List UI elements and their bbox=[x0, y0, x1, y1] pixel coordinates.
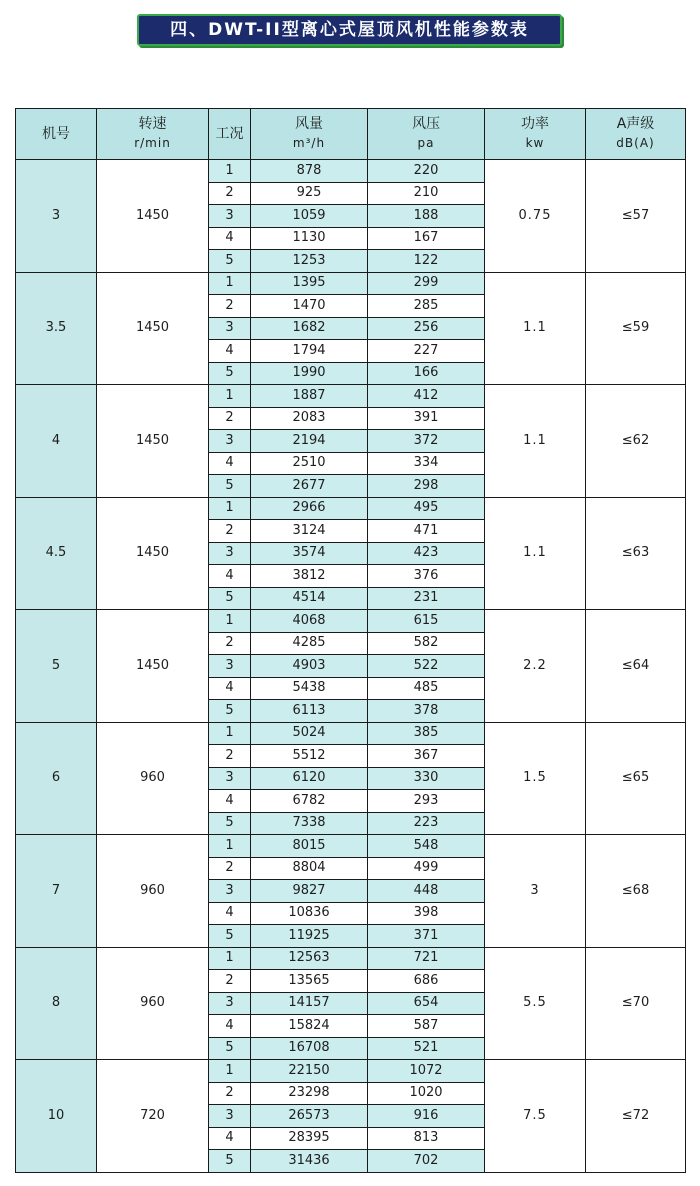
power-cell: 3 bbox=[485, 835, 586, 948]
airflow-cell: 4068 bbox=[251, 610, 368, 633]
speed-cell: 960 bbox=[97, 947, 209, 1060]
pressure-cell: 293 bbox=[368, 790, 485, 813]
condition-cell: 1 bbox=[209, 722, 251, 745]
airflow-cell: 1395 bbox=[251, 272, 368, 295]
power-cell: 2.2 bbox=[485, 610, 586, 723]
header-condition: 工况 bbox=[209, 109, 251, 160]
airflow-cell: 6120 bbox=[251, 767, 368, 790]
condition-cell: 4 bbox=[209, 677, 251, 700]
airflow-cell: 10836 bbox=[251, 902, 368, 925]
airflow-cell: 12563 bbox=[251, 947, 368, 970]
pressure-cell: 122 bbox=[368, 250, 485, 273]
pressure-cell: 615 bbox=[368, 610, 485, 633]
condition-cell: 5 bbox=[209, 812, 251, 835]
pressure-cell: 582 bbox=[368, 632, 485, 655]
condition-cell: 2 bbox=[209, 745, 251, 768]
noise-level-cell: ≤57 bbox=[586, 160, 686, 273]
condition-cell: 5 bbox=[209, 925, 251, 948]
airflow-cell: 4903 bbox=[251, 655, 368, 678]
table-row bbox=[16, 1060, 686, 1083]
pressure-cell: 385 bbox=[368, 722, 485, 745]
pressure-cell: 548 bbox=[368, 835, 485, 858]
airflow-cell: 26573 bbox=[251, 1105, 368, 1128]
condition-cell: 3 bbox=[209, 655, 251, 678]
airflow-cell: 6113 bbox=[251, 700, 368, 723]
condition-cell: 2 bbox=[209, 857, 251, 880]
airflow-cell: 31436 bbox=[251, 1150, 368, 1173]
airflow-cell: 1253 bbox=[251, 250, 368, 273]
pressure-cell: 521 bbox=[368, 1037, 485, 1060]
pressure-cell: 371 bbox=[368, 925, 485, 948]
pressure-cell: 654 bbox=[368, 992, 485, 1015]
airflow-cell: 2510 bbox=[251, 452, 368, 475]
pressure-cell: 1020 bbox=[368, 1082, 485, 1105]
pressure-cell: 210 bbox=[368, 182, 485, 205]
condition-cell: 5 bbox=[209, 475, 251, 498]
condition-cell: 5 bbox=[209, 1037, 251, 1060]
table-row bbox=[16, 160, 686, 183]
pressure-cell: 398 bbox=[368, 902, 485, 925]
pressure-cell: 376 bbox=[368, 565, 485, 588]
machine-number-cell: 5 bbox=[16, 610, 97, 723]
airflow-cell: 2966 bbox=[251, 497, 368, 520]
condition-cell: 1 bbox=[209, 610, 251, 633]
condition-cell: 5 bbox=[209, 250, 251, 273]
pressure-cell: 231 bbox=[368, 587, 485, 610]
pressure-cell: 391 bbox=[368, 407, 485, 430]
power-cell: 7.5 bbox=[485, 1060, 586, 1173]
noise-level-cell: ≤63 bbox=[586, 497, 686, 610]
pressure-cell: 686 bbox=[368, 970, 485, 993]
condition-cell: 5 bbox=[209, 587, 251, 610]
airflow-cell: 22150 bbox=[251, 1060, 368, 1083]
condition-cell: 3 bbox=[209, 992, 251, 1015]
airflow-cell: 15824 bbox=[251, 1015, 368, 1038]
condition-cell: 3 bbox=[209, 317, 251, 340]
header-flow: 风量 m³/h bbox=[251, 109, 368, 160]
airflow-cell: 3574 bbox=[251, 542, 368, 565]
airflow-cell: 3124 bbox=[251, 520, 368, 543]
pressure-cell: 188 bbox=[368, 205, 485, 228]
noise-level-cell: ≤68 bbox=[586, 835, 686, 948]
condition-cell: 4 bbox=[209, 1015, 251, 1038]
airflow-cell: 5512 bbox=[251, 745, 368, 768]
pressure-cell: 499 bbox=[368, 857, 485, 880]
condition-cell: 3 bbox=[209, 880, 251, 903]
table-body bbox=[16, 160, 686, 1173]
header-power: 功率 kw bbox=[485, 109, 586, 160]
machine-number-cell: 7 bbox=[16, 835, 97, 948]
pressure-cell: 372 bbox=[368, 430, 485, 453]
pressure-cell: 587 bbox=[368, 1015, 485, 1038]
speed-cell: 1450 bbox=[97, 497, 209, 610]
pressure-cell: 256 bbox=[368, 317, 485, 340]
condition-cell: 2 bbox=[209, 632, 251, 655]
condition-cell: 1 bbox=[209, 160, 251, 183]
pressure-cell: 299 bbox=[368, 272, 485, 295]
table-row bbox=[16, 722, 686, 745]
pressure-cell: 378 bbox=[368, 700, 485, 723]
airflow-cell: 8015 bbox=[251, 835, 368, 858]
airflow-cell: 1887 bbox=[251, 385, 368, 408]
pressure-cell: 298 bbox=[368, 475, 485, 498]
pressure-cell: 702 bbox=[368, 1150, 485, 1173]
performance-table bbox=[15, 108, 686, 1173]
power-cell: 0.75 bbox=[485, 160, 586, 273]
pressure-cell: 227 bbox=[368, 340, 485, 363]
pressure-cell: 330 bbox=[368, 767, 485, 790]
pressure-cell: 916 bbox=[368, 1105, 485, 1128]
speed-cell: 1450 bbox=[97, 272, 209, 385]
condition-cell: 1 bbox=[209, 1060, 251, 1083]
pressure-cell: 448 bbox=[368, 880, 485, 903]
airflow-cell: 13565 bbox=[251, 970, 368, 993]
pressure-cell: 166 bbox=[368, 362, 485, 385]
speed-cell: 720 bbox=[97, 1060, 209, 1173]
speed-cell: 960 bbox=[97, 722, 209, 835]
airflow-cell: 1682 bbox=[251, 317, 368, 340]
condition-cell: 4 bbox=[209, 452, 251, 475]
noise-level-cell: ≤72 bbox=[586, 1060, 686, 1173]
airflow-cell: 8804 bbox=[251, 857, 368, 880]
table-row bbox=[16, 835, 686, 858]
speed-cell: 960 bbox=[97, 835, 209, 948]
condition-cell: 3 bbox=[209, 1105, 251, 1128]
pressure-cell: 423 bbox=[368, 542, 485, 565]
airflow-cell: 925 bbox=[251, 182, 368, 205]
condition-cell: 4 bbox=[209, 227, 251, 250]
condition-cell: 3 bbox=[209, 430, 251, 453]
condition-cell: 2 bbox=[209, 407, 251, 430]
table-row bbox=[16, 272, 686, 295]
pressure-cell: 485 bbox=[368, 677, 485, 700]
condition-cell: 2 bbox=[209, 970, 251, 993]
condition-cell: 4 bbox=[209, 565, 251, 588]
airflow-cell: 11925 bbox=[251, 925, 368, 948]
airflow-cell: 2083 bbox=[251, 407, 368, 430]
condition-cell: 4 bbox=[209, 790, 251, 813]
condition-cell: 4 bbox=[209, 1127, 251, 1150]
airflow-cell: 1470 bbox=[251, 295, 368, 318]
condition-cell: 3 bbox=[209, 767, 251, 790]
pressure-cell: 813 bbox=[368, 1127, 485, 1150]
pressure-cell: 223 bbox=[368, 812, 485, 835]
condition-cell: 1 bbox=[209, 272, 251, 295]
noise-level-cell: ≤70 bbox=[586, 947, 686, 1060]
airflow-cell: 28395 bbox=[251, 1127, 368, 1150]
machine-number-cell: 4.5 bbox=[16, 497, 97, 610]
condition-cell: 2 bbox=[209, 520, 251, 543]
table-row bbox=[16, 497, 686, 520]
noise-level-cell: ≤62 bbox=[586, 385, 686, 498]
machine-number-cell: 3.5 bbox=[16, 272, 97, 385]
noise-level-cell: ≤59 bbox=[586, 272, 686, 385]
condition-cell: 4 bbox=[209, 340, 251, 363]
header-pressure: 风压 pa bbox=[368, 109, 485, 160]
pressure-cell: 412 bbox=[368, 385, 485, 408]
table-row bbox=[16, 385, 686, 408]
condition-cell: 2 bbox=[209, 1082, 251, 1105]
airflow-cell: 1794 bbox=[251, 340, 368, 363]
airflow-cell: 6782 bbox=[251, 790, 368, 813]
table-row bbox=[16, 610, 686, 633]
machine-number-cell: 10 bbox=[16, 1060, 97, 1173]
power-cell: 1.1 bbox=[485, 497, 586, 610]
header-row bbox=[16, 109, 686, 160]
pressure-cell: 471 bbox=[368, 520, 485, 543]
airflow-cell: 1990 bbox=[251, 362, 368, 385]
machine-number-cell: 3 bbox=[16, 160, 97, 273]
machine-number-cell: 4 bbox=[16, 385, 97, 498]
speed-cell: 1450 bbox=[97, 610, 209, 723]
airflow-cell: 14157 bbox=[251, 992, 368, 1015]
power-cell: 5.5 bbox=[485, 947, 586, 1060]
pressure-cell: 367 bbox=[368, 745, 485, 768]
pressure-cell: 167 bbox=[368, 227, 485, 250]
airflow-cell: 7338 bbox=[251, 812, 368, 835]
airflow-cell: 3812 bbox=[251, 565, 368, 588]
title-area bbox=[0, 0, 700, 58]
airflow-cell: 1130 bbox=[251, 227, 368, 250]
machine-number-cell: 8 bbox=[16, 947, 97, 1060]
table-row bbox=[16, 947, 686, 970]
pressure-cell: 334 bbox=[368, 452, 485, 475]
header-machine: 机号 bbox=[16, 109, 97, 160]
condition-cell: 3 bbox=[209, 542, 251, 565]
pressure-cell: 495 bbox=[368, 497, 485, 520]
condition-cell: 5 bbox=[209, 362, 251, 385]
power-cell: 1.1 bbox=[485, 385, 586, 498]
speed-cell: 1450 bbox=[97, 160, 209, 273]
page-title: 四、DWT-II型离心式屋顶风机性能参数表 bbox=[137, 14, 562, 46]
airflow-cell: 5438 bbox=[251, 677, 368, 700]
pressure-cell: 522 bbox=[368, 655, 485, 678]
noise-level-cell: ≤65 bbox=[586, 722, 686, 835]
condition-cell: 3 bbox=[209, 205, 251, 228]
airflow-cell: 2194 bbox=[251, 430, 368, 453]
header-noise: A声级 dB(A) bbox=[586, 109, 686, 160]
condition-cell: 5 bbox=[209, 1150, 251, 1173]
airflow-cell: 16708 bbox=[251, 1037, 368, 1060]
condition-cell: 5 bbox=[209, 700, 251, 723]
airflow-cell: 9827 bbox=[251, 880, 368, 903]
airflow-cell: 23298 bbox=[251, 1082, 368, 1105]
noise-level-cell: ≤64 bbox=[586, 610, 686, 723]
condition-cell: 1 bbox=[209, 497, 251, 520]
speed-cell: 1450 bbox=[97, 385, 209, 498]
airflow-cell: 5024 bbox=[251, 722, 368, 745]
condition-cell: 4 bbox=[209, 902, 251, 925]
airflow-cell: 1059 bbox=[251, 205, 368, 228]
condition-cell: 2 bbox=[209, 182, 251, 205]
condition-cell: 2 bbox=[209, 295, 251, 318]
power-cell: 1.5 bbox=[485, 722, 586, 835]
condition-cell: 1 bbox=[209, 835, 251, 858]
airflow-cell: 4514 bbox=[251, 587, 368, 610]
airflow-cell: 4285 bbox=[251, 632, 368, 655]
pressure-cell: 220 bbox=[368, 160, 485, 183]
pressure-cell: 1072 bbox=[368, 1060, 485, 1083]
header-speed: 转速 r/min bbox=[97, 109, 209, 160]
airflow-cell: 2677 bbox=[251, 475, 368, 498]
pressure-cell: 285 bbox=[368, 295, 485, 318]
condition-cell: 1 bbox=[209, 947, 251, 970]
power-cell: 1.1 bbox=[485, 272, 586, 385]
condition-cell: 1 bbox=[209, 385, 251, 408]
pressure-cell: 721 bbox=[368, 947, 485, 970]
machine-number-cell: 6 bbox=[16, 722, 97, 835]
airflow-cell: 878 bbox=[251, 160, 368, 183]
